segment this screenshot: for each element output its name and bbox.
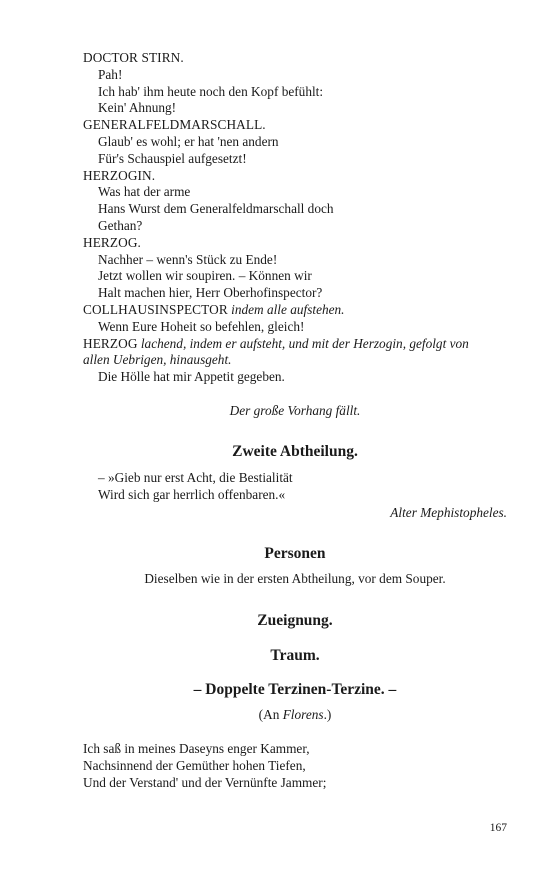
stage-direction-continued: allen Uebrigen, hinausgeht. — [83, 352, 232, 368]
epigraph — [83, 470, 513, 504]
epigraph-line: Wird sich gar herrlich offenbaren.« — [98, 486, 286, 502]
dedication: (An Florens.) — [258, 707, 332, 722]
poem — [83, 741, 513, 791]
dialogue-line: Jetzt wollen wir soupiren. – Können wir — [98, 268, 312, 284]
stage-direction: indem alle aufstehen. — [231, 301, 345, 317]
speaker-name: HERZOG. — [83, 234, 141, 250]
dialogue-line: Halt machen hier, Herr Oberhofinspector? — [98, 285, 323, 301]
speaker-name: COLLHAUSINSPECTOR — [83, 301, 228, 317]
dialogue-line: Ich hab' ihm heute noch den Kopf befühlt: — [98, 83, 324, 99]
epigraph-source: Alter Mephistopheles. — [390, 505, 507, 520]
traum-title: Traum. — [270, 647, 320, 664]
dialogue-line: Nachher – wenn's Stück zu Ende! — [98, 251, 278, 267]
dialogue-line: Die Hölle hat mir Appetit gegeben. — [98, 369, 285, 385]
speaker-line — [83, 336, 513, 353]
dialogue-line: Für's Schauspiel aufgesetzt! — [98, 150, 247, 166]
dialogue-line: Gethan? — [98, 217, 143, 233]
speaker-name: HERZOG — [83, 335, 138, 351]
dialogue-line: Glaub' es wohl; er hat 'nen andern — [98, 133, 279, 149]
curtain-direction: Der große Vorhang fällt. — [229, 403, 361, 418]
speaker-line — [83, 302, 513, 319]
page-number: 167 — [489, 822, 507, 834]
poem-line: Ich saß in meines Daseyns enger Kammer, — [83, 741, 310, 756]
dialogue-line: Was hat der arme — [98, 184, 191, 200]
terzine-title: – Doppelte Terzinen-Terzine. – — [193, 681, 397, 698]
stage-direction: lachend, indem er aufsteht, und mit der Herzogin, gefolgt von — [140, 335, 469, 351]
dialogue-line: Hans Wurst dem Generalfeldmarschall doch — [98, 201, 334, 217]
zueignung-title: Zueignung. — [257, 612, 333, 629]
epigraph-line: – »Gieb nur erst Acht, die Bestialität — [98, 470, 293, 485]
speaker-name: DOCTOR STIRN. — [83, 50, 184, 65]
speaker-name: HERZOGIN. — [83, 167, 156, 183]
dialogue-line: Wenn Eure Hoheit so befehlen, gleich! — [98, 318, 305, 334]
speaker-name: GENERALFELDMARSCHALL. — [83, 117, 266, 133]
dialogue-block — [83, 50, 513, 386]
dialogue-line: Kein' Ahnung! — [98, 100, 177, 116]
dialogue-line: Pah! — [98, 66, 123, 82]
poem-line: Und der Verstand' und der Vernünfte Jammer; — [83, 774, 327, 790]
poem-line: Nachsinnend der Gemüther hohen Tiefen, — [83, 757, 306, 773]
personen-title: Personen — [264, 545, 326, 562]
personen-text: Dieselben wie in der ersten Abtheilung, vor dem Souper. — [144, 571, 446, 586]
section-title: Zweite Abtheilung. — [232, 443, 358, 460]
